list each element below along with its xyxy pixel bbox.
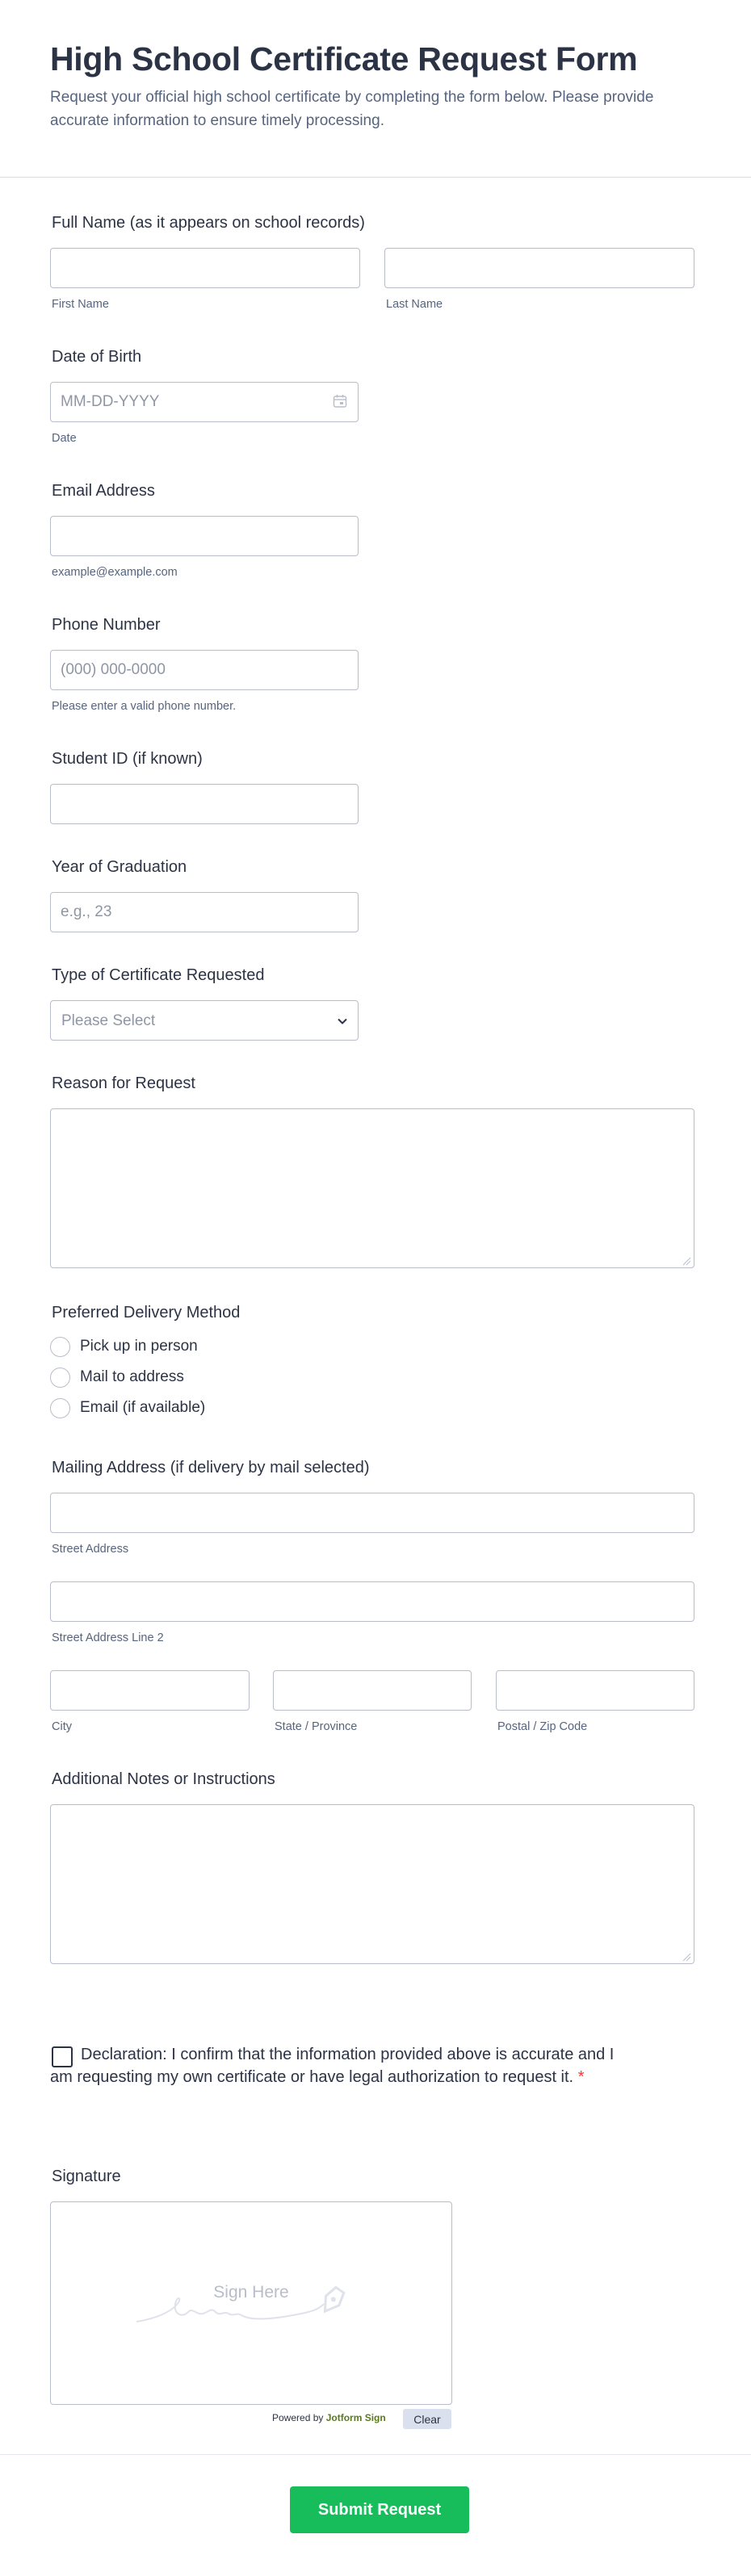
delivery-label: Preferred Delivery Method	[52, 1304, 241, 1322]
student-id-label: Student ID (if known)	[52, 750, 203, 768]
last-name-sublabel: Last Name	[386, 298, 443, 311]
chevron-down-icon	[337, 1016, 348, 1027]
signature-pad[interactable]	[50, 2201, 452, 2405]
street-address-sublabel: Street Address	[52, 1543, 129, 1556]
certificate-type-select[interactable]	[50, 1000, 359, 1041]
state-input[interactable]	[273, 1670, 472, 1711]
resize-grip-icon[interactable]	[682, 1255, 691, 1265]
full-name-label: Full Name (as it appears on school records)	[52, 214, 365, 232]
notes-label: Additional Notes or Instructions	[52, 1770, 275, 1788]
street-address-line2-input[interactable]	[50, 1581, 694, 1622]
state-sublabel: State / Province	[275, 1720, 358, 1733]
radio-button[interactable]	[50, 1398, 70, 1418]
form-header	[0, 0, 751, 178]
delivery-option-label: Mail to address	[80, 1368, 184, 1385]
certificate-type-selected: Please Select	[61, 1012, 156, 1029]
phone-label: Phone Number	[52, 616, 161, 634]
street-address-input[interactable]	[50, 1493, 694, 1533]
zip-sublabel: Postal / Zip Code	[497, 1720, 588, 1733]
declaration-text	[50, 2043, 615, 2088]
first-name-sublabel: First Name	[52, 298, 109, 311]
calendar-icon[interactable]	[333, 394, 347, 408]
student-id-input[interactable]	[50, 784, 359, 824]
last-name-input[interactable]	[384, 248, 694, 288]
zip-input[interactable]	[496, 1670, 694, 1711]
street-address-line2-sublabel: Street Address Line 2	[52, 1631, 164, 1644]
first-name-input[interactable]	[50, 248, 360, 288]
sign-here-placeholder: Sign Here	[213, 2283, 289, 2302]
delivery-option-label: Email (if available)	[80, 1399, 206, 1416]
submit-button[interactable]: Submit Request	[290, 2486, 469, 2533]
email-input[interactable]	[50, 516, 359, 556]
radio-button[interactable]	[50, 1337, 70, 1357]
phone-input[interactable]	[50, 650, 359, 690]
city-sublabel: City	[52, 1720, 72, 1733]
address-label: Mailing Address (if delivery by mail selected)	[52, 1459, 370, 1476]
clear-signature-button[interactable]: Clear	[403, 2409, 451, 2429]
powered-by-prefix: Powered by	[272, 2412, 324, 2423]
delivery-option-label: Pick up in person	[80, 1338, 198, 1355]
graduation-year-input[interactable]	[50, 892, 359, 932]
dob-sublabel: Date	[52, 432, 77, 445]
email-sublabel: example@example.com	[52, 566, 178, 579]
jotform-sign-brand[interactable]: Jotform Sign	[325, 2412, 386, 2423]
powered-by-text	[272, 2412, 386, 2423]
graduation-year-label: Year of Graduation	[52, 858, 187, 876]
reason-textarea[interactable]	[50, 1108, 694, 1268]
form-subtitle: Request your official high school certificate by completing the form below. Please provide accurate information to ensure timely processing.	[50, 89, 654, 129]
email-label: Email Address	[52, 482, 155, 500]
signature-scribble-icon	[132, 2280, 374, 2328]
reason-label: Reason for Request	[52, 1074, 195, 1092]
radio-button[interactable]	[50, 1368, 70, 1388]
signature-label: Signature	[52, 2168, 121, 2185]
phone-sublabel: Please enter a valid phone number.	[52, 700, 237, 713]
form-title: High School Certificate Request Form	[50, 40, 638, 77]
dob-input[interactable]	[50, 382, 359, 422]
declaration-label: Declaration: I confirm that the information provided above is accurate and I am requesting my own certificate or have legal authorization to request it.	[50, 2046, 615, 2086]
dob-label: Date of Birth	[52, 348, 142, 366]
resize-grip-icon[interactable]	[682, 1951, 691, 1961]
required-mark: *	[577, 2068, 585, 2086]
certificate-type-label: Type of Certificate Requested	[52, 966, 265, 984]
notes-textarea[interactable]	[50, 1804, 694, 1964]
footer-divider	[0, 2454, 751, 2455]
city-input[interactable]	[50, 1670, 250, 1711]
